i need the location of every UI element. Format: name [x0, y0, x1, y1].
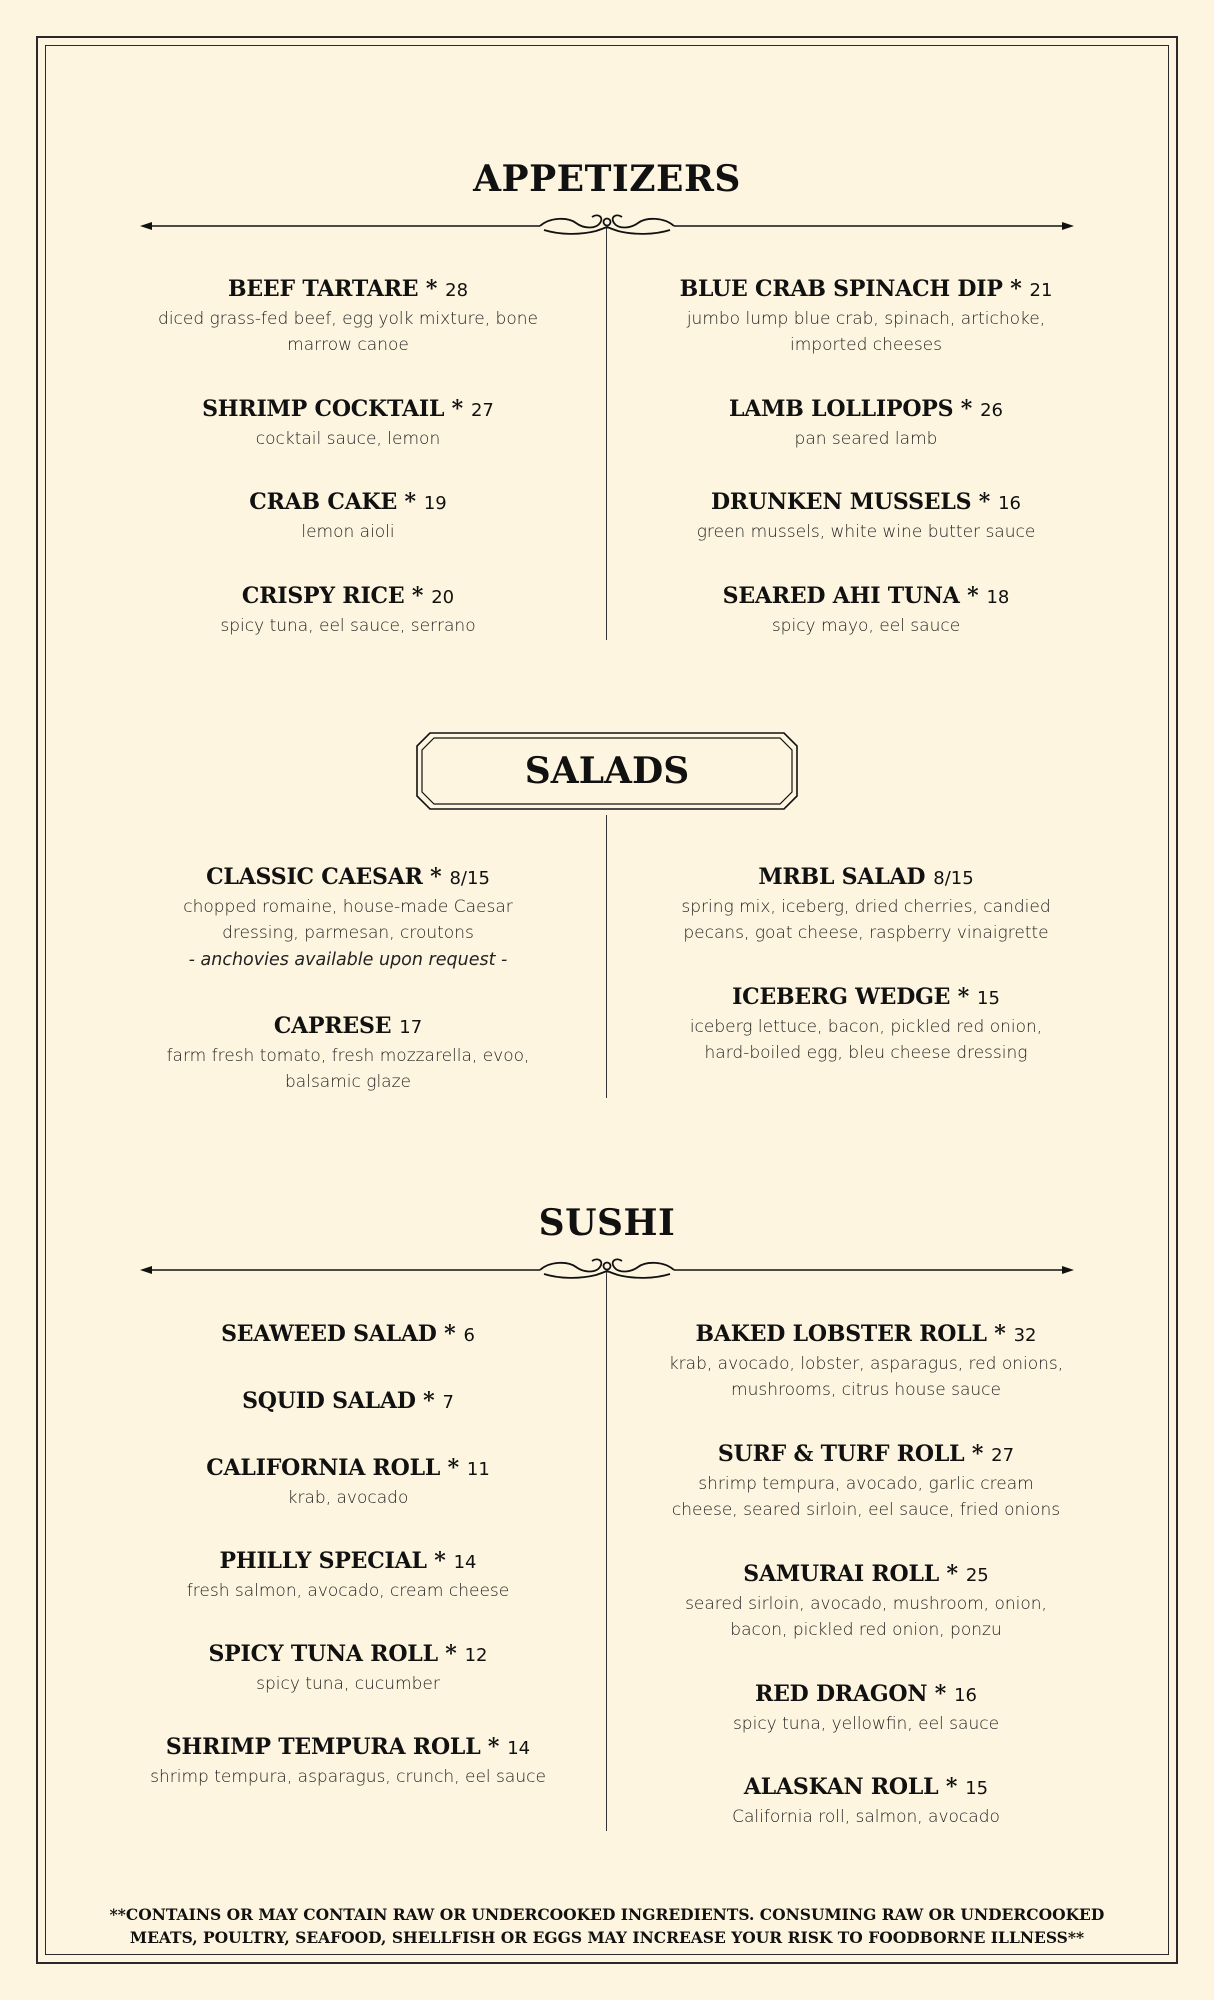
- item-description: krab, avocado: [287, 1488, 409, 1508]
- item-description: shrimp tempura, avocado, garlic cream cheese, seared sirloin, eel sauce, fried onions: [671, 1474, 1061, 1520]
- item-name: BEEF TARTARE *: [227, 276, 438, 302]
- item-price: 16: [954, 1685, 977, 1706]
- item-price: 20: [431, 587, 455, 608]
- item-note: - anchovies available upon request -: [188, 950, 508, 970]
- menu-item: [606, 580, 1126, 639]
- item-price: 18: [986, 587, 1010, 608]
- item-price: 25: [965, 1565, 989, 1586]
- item-name: DRUNKEN MUSSELS *: [711, 489, 991, 515]
- item-price: 17: [399, 1017, 423, 1038]
- appetizers-title: APPETIZERS: [473, 158, 741, 200]
- item-description: spicy tuna, eel sauce, serrano: [220, 616, 476, 636]
- item-description: California roll, salmon, avocado: [732, 1807, 1000, 1827]
- item-description: spring mix, iceberg, dried cherries, candied pecans, goat cheese, raspberry vinaigrette: [681, 897, 1051, 943]
- salads-title: SALADS: [524, 750, 690, 792]
- menu-item: [88, 1545, 608, 1638]
- item-description: chopped romaine, house-made Caesar dressing, parmesan, croutons: [183, 897, 513, 943]
- appetizers-right-column: [606, 273, 1126, 639]
- item-description: spicy tuna, yellowfin, eel sauce: [732, 1714, 1000, 1734]
- item-description: cocktail sauce, lemon: [255, 429, 441, 449]
- item-price: 21: [1029, 280, 1053, 301]
- item-description: farm fresh tomato, fresh mozzarella, evoo, balsamic glaze: [166, 1046, 530, 1092]
- item-name: LAMB LOLLIPOPS *: [728, 396, 973, 422]
- menu-item: [88, 1452, 608, 1545]
- scroll-ornament-icon: [540, 215, 674, 233]
- item-price: 26: [980, 400, 1003, 421]
- item-name: RED DRAGON *: [755, 1681, 947, 1707]
- item-price: 11: [466, 1459, 490, 1480]
- item-description: seared sirloin, avocado, mushroom, onion, bacon, pickled red onion, ponzu: [685, 1594, 1047, 1640]
- menu-item: [606, 393, 1126, 486]
- item-price: 15: [977, 988, 1000, 1009]
- item-name: PHILLY SPECIAL *: [219, 1548, 446, 1574]
- item-name: SAMURAI ROLL *: [743, 1561, 958, 1587]
- item-price: 16: [998, 493, 1021, 514]
- item-price: 28: [445, 280, 469, 301]
- item-name: CRAB CAKE *: [249, 489, 416, 515]
- item-description: shrimp tempura, asparagus, crunch, eel sauce: [150, 1767, 546, 1787]
- scroll-ornament-icon: [540, 1259, 674, 1277]
- item-name: CALIFORNIA ROLL *: [206, 1455, 459, 1481]
- item-price: 8/15: [933, 868, 974, 889]
- menu-item: [88, 580, 608, 639]
- item-description: jumbo lump blue crab, spinach, artichoke, imported cheeses: [686, 309, 1046, 355]
- item-description: lemon aioli: [301, 522, 395, 542]
- sushi-divider: [140, 1255, 1074, 1285]
- menu-item: [606, 273, 1126, 393]
- raw-food-disclaimer: [60, 1903, 1154, 1949]
- item-name: SEAWEED SALAD *: [221, 1321, 456, 1347]
- item-price: 12: [464, 1645, 488, 1666]
- menu-item: [606, 861, 1126, 981]
- item-description: pan seared lamb: [794, 429, 938, 449]
- item-name: BLUE CRAB SPINACH DIP *: [679, 276, 1022, 302]
- item-name: SPICY TUNA ROLL *: [208, 1641, 457, 1667]
- item-price: 14: [453, 1552, 477, 1573]
- menu-item: [606, 486, 1126, 580]
- item-description: iceberg lettuce, bacon, pickled red onion, hard-boiled egg, bleu cheese dressing: [689, 1017, 1043, 1063]
- item-name: CLASSIC CAESAR *: [206, 864, 442, 890]
- menu-item: [88, 1010, 608, 1095]
- item-price: 27: [470, 400, 494, 421]
- menu-item: [88, 486, 608, 580]
- item-name: MRBL SALAD: [758, 864, 926, 890]
- item-price: 6: [463, 1325, 475, 1346]
- item-description: spicy mayo, eel sauce: [771, 616, 961, 636]
- salads-right-column: [606, 861, 1126, 1066]
- item-name: BAKED LOBSTER ROLL *: [695, 1321, 1006, 1347]
- item-price: 15: [965, 1778, 989, 1799]
- item-name: ALASKAN ROLL *: [743, 1774, 958, 1800]
- disclaimer-line-1: **CONTAINS OR MAY CONTAIN RAW OR UNDERCOOKED INGREDIENTS. CONSUMING RAW OR UNDERCOOKED: [109, 1905, 1105, 1924]
- item-price: 8/15: [449, 868, 490, 889]
- item-name: SEARED AHI TUNA *: [722, 583, 979, 609]
- menu-item: [88, 1385, 608, 1452]
- item-description: krab, avocado, lobster, asparagus, red onions, mushrooms, citrus house sauce: [668, 1354, 1064, 1400]
- menu-item: [606, 1318, 1126, 1438]
- item-price: 7: [442, 1392, 454, 1413]
- item-price: 32: [1013, 1325, 1037, 1346]
- menu-item: [606, 981, 1126, 1066]
- menu-item: [606, 1678, 1126, 1771]
- item-name: SQUID SALAD *: [242, 1388, 435, 1414]
- menu-item: [606, 1438, 1126, 1558]
- menu-item: [88, 1731, 608, 1790]
- sushi-left-column: [88, 1318, 608, 1790]
- item-description: spicy tuna, cucumber: [256, 1674, 440, 1694]
- item-name: SHRIMP TEMPURA ROLL *: [165, 1734, 500, 1760]
- item-name: ICEBERG WEDGE *: [732, 984, 970, 1010]
- menu-item: [606, 1558, 1126, 1678]
- appetizers-divider: [140, 211, 1074, 241]
- menu-item: [88, 1318, 608, 1385]
- item-description: diced grass-fed beef, egg yolk mixture, bone marrow canoe: [158, 309, 538, 355]
- item-name: SURF & TURF ROLL *: [717, 1441, 984, 1467]
- item-price: 14: [507, 1738, 531, 1759]
- sushi-title: SUSHI: [538, 1202, 676, 1244]
- menu-item: [88, 393, 608, 486]
- salads-left-column: [88, 861, 608, 1095]
- item-name: CRISPY RICE *: [241, 583, 424, 609]
- menu-item: [88, 1638, 608, 1731]
- item-name: CAPRESE: [273, 1013, 392, 1039]
- appetizers-left-column: [88, 273, 608, 639]
- item-price: 27: [991, 1445, 1015, 1466]
- item-description: fresh salmon, avocado, cream cheese: [186, 1581, 510, 1601]
- sushi-right-column: [606, 1318, 1126, 1830]
- menu-item: [88, 273, 608, 393]
- item-description: green mussels, white wine butter sauce: [696, 522, 1036, 542]
- disclaimer-line-2: MEATS, POULTRY, SEAFOOD, SHELLFISH OR EGGS MAY INCREASE YOUR RISK TO FOODBORNE ILLNESS**: [129, 1928, 1085, 1947]
- menu-item: [88, 861, 608, 1010]
- item-price: 19: [423, 493, 447, 514]
- item-name: SHRIMP COCKTAIL *: [202, 396, 463, 422]
- menu-item: [606, 1771, 1126, 1830]
